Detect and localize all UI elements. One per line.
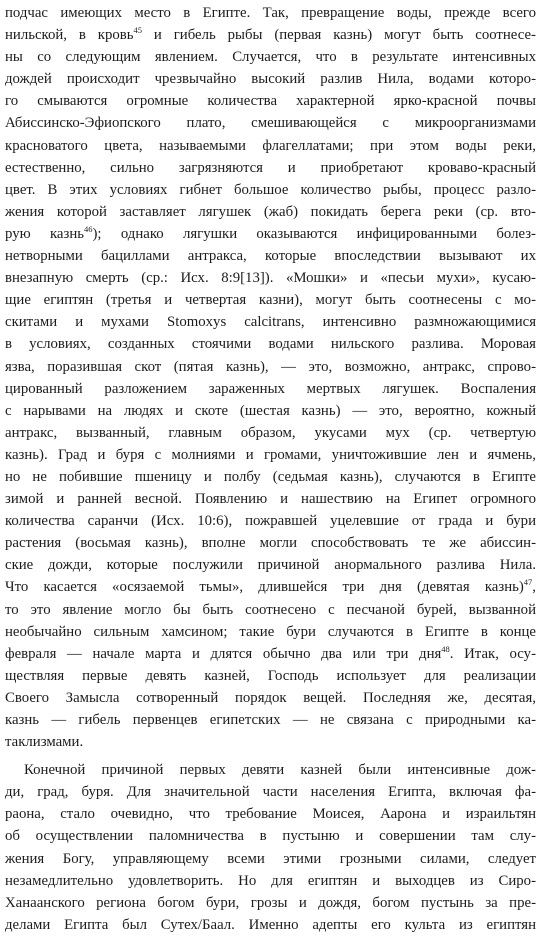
text-line: Что касается «осязаемой тьмы», длившейся три дня (девятая казнь)$^{47}$, [5, 577, 536, 596]
text-line: скитами и мухами Stomoxys calcitrans, интенсивно размножающимися [5, 314, 536, 331]
text-line: Абиссинско-Эфиопского плато, смешивающейся с микроорганизмами [5, 115, 536, 132]
text-line: необычайно сильным хамсином; такие бури случаются в Египте в конце [5, 623, 536, 640]
footnote-ref: 47 [523, 577, 533, 588]
text-line: дождей происходит чрезвычайно высокий разлив Нила, водами которо- [5, 71, 536, 88]
footnote-ref: 48 [441, 643, 450, 654]
text-line: естественно, сильно загрязняются и приобретают кроваво-красный [5, 159, 536, 176]
text-line: внезапную смерть (ср.: Исх. 8:9[13]). «Мошки» и «песьи мухи», кусаю- [5, 270, 536, 287]
text-line: незамедлительно удовлетворить. Но для египтян и выходцев из Сиро- [5, 872, 536, 889]
text-line: таклизмами. [5, 734, 84, 751]
text-line: подчас имеющих место в Египте. Так, превращение воды, прежде всего [5, 5, 536, 21]
text-line: ны со следующим явлением. Случается, что в результате интенсивных [5, 49, 536, 66]
text-line: нильской, в кровь$^{45}$ и гибель рыбы (первая казнь) могут быть соотнесе- [5, 25, 536, 44]
text-line: ские дожди, которые послужили причиной анормального разлива Нила. [5, 557, 536, 574]
text-line: казнь — гибель первенцев египетских — не связана с природными ка- [5, 712, 536, 728]
text-line: растения (восьмая казнь), вполне могли способствовать те же абиссин- [5, 535, 536, 552]
text-line: го смываются огромные количества характерной ярко-красной почвы [5, 93, 536, 110]
text-line: красноватого цвета, называемыми флагеллатами; при этом воды реки, [5, 137, 536, 154]
text-line: февраля — начале марта и длятся обычно два или три дня$^{48}$. Итак, осу- [5, 643, 536, 662]
text-line: количества саранчи (Исх. 10:6), пожравшей уцелевшие от града и бури [5, 513, 536, 530]
text-line: с нарывами на людях и скоте (шестая казнь) — это, вероятно, кожный [5, 402, 536, 419]
text-line: Ханаанского региона богом бури, грозы и дождя, богом пустынь за пре- [5, 894, 536, 911]
text-line: цированный разложением зараженных мертвых лягушек. Воспаления [5, 380, 536, 397]
text-line: жения Богу, управляющему всеми этими грозными силами, следует [5, 850, 536, 867]
text-line: язва, поразившая скот (пятая казнь), — это, возможно, антракс, спрово- [5, 358, 536, 375]
text-line: ди, град, буря. Для значительной части населения Египта, включая фа- [5, 784, 536, 801]
text-line: цвет. В этих условиях гибнет большое количество рыбы, процесс разло- [5, 181, 536, 198]
paragraph-1 [5, 2, 536, 753]
text-line: Конечной причиной первых девяти казней были интенсивные дож- [24, 762, 536, 779]
text-line: нетворными бациллами антракса, которые впоследствии вызывают их [5, 248, 536, 265]
text-line: ществляя первые девять казней, Господь использует для реализации [5, 667, 536, 684]
footnote-ref: 45 [133, 25, 142, 36]
text-line: зимой и ранней весной. Появлению и нашествию на Египет огромного [5, 491, 536, 508]
paragraph-2 [5, 759, 536, 936]
text-line: рую казнь$^{46}$); однако лягушки оказываются инфицированными болез- [5, 223, 536, 242]
footnote-ref: 46 [84, 223, 93, 234]
text-line: раона, стало очевидно, что требование Моисея, Аарона и израильтян [5, 806, 536, 823]
text-line: в условиях, созданных стоячими водами нильского разлива. Моровая [5, 336, 536, 353]
text-line: об осуществлении паломничества в пустыню и совершении там слу- [5, 828, 536, 845]
text-line: делами Египта был Сутех/Баал. Именно адепты его культа из египтян [5, 916, 536, 933]
text-line: жения которой заставляет лягушек (жаб) покидать берега реки (ср. вто- [5, 203, 536, 220]
text-line: Своего Замысла сотворенный порядок вещей. Последняя же, десятая, [5, 689, 536, 706]
text-line: щие египтян (третья и четвертая казни), могут быть соотнесены с мо- [5, 292, 536, 309]
text-line: казнь). Град и буря с молниями и громами, уничтожившие лен и ячмень, [5, 446, 536, 463]
text-line: то это явление могло бы быть соотнесено с песчаной бурей, вызванной [5, 601, 536, 618]
text-line: но не побившие пшеницу и полбу (седьмая казнь), случаются в Египте [5, 468, 536, 485]
text-line: антракс, вызванный, главным образом, укусами мух (ср. четвертую [5, 424, 536, 441]
